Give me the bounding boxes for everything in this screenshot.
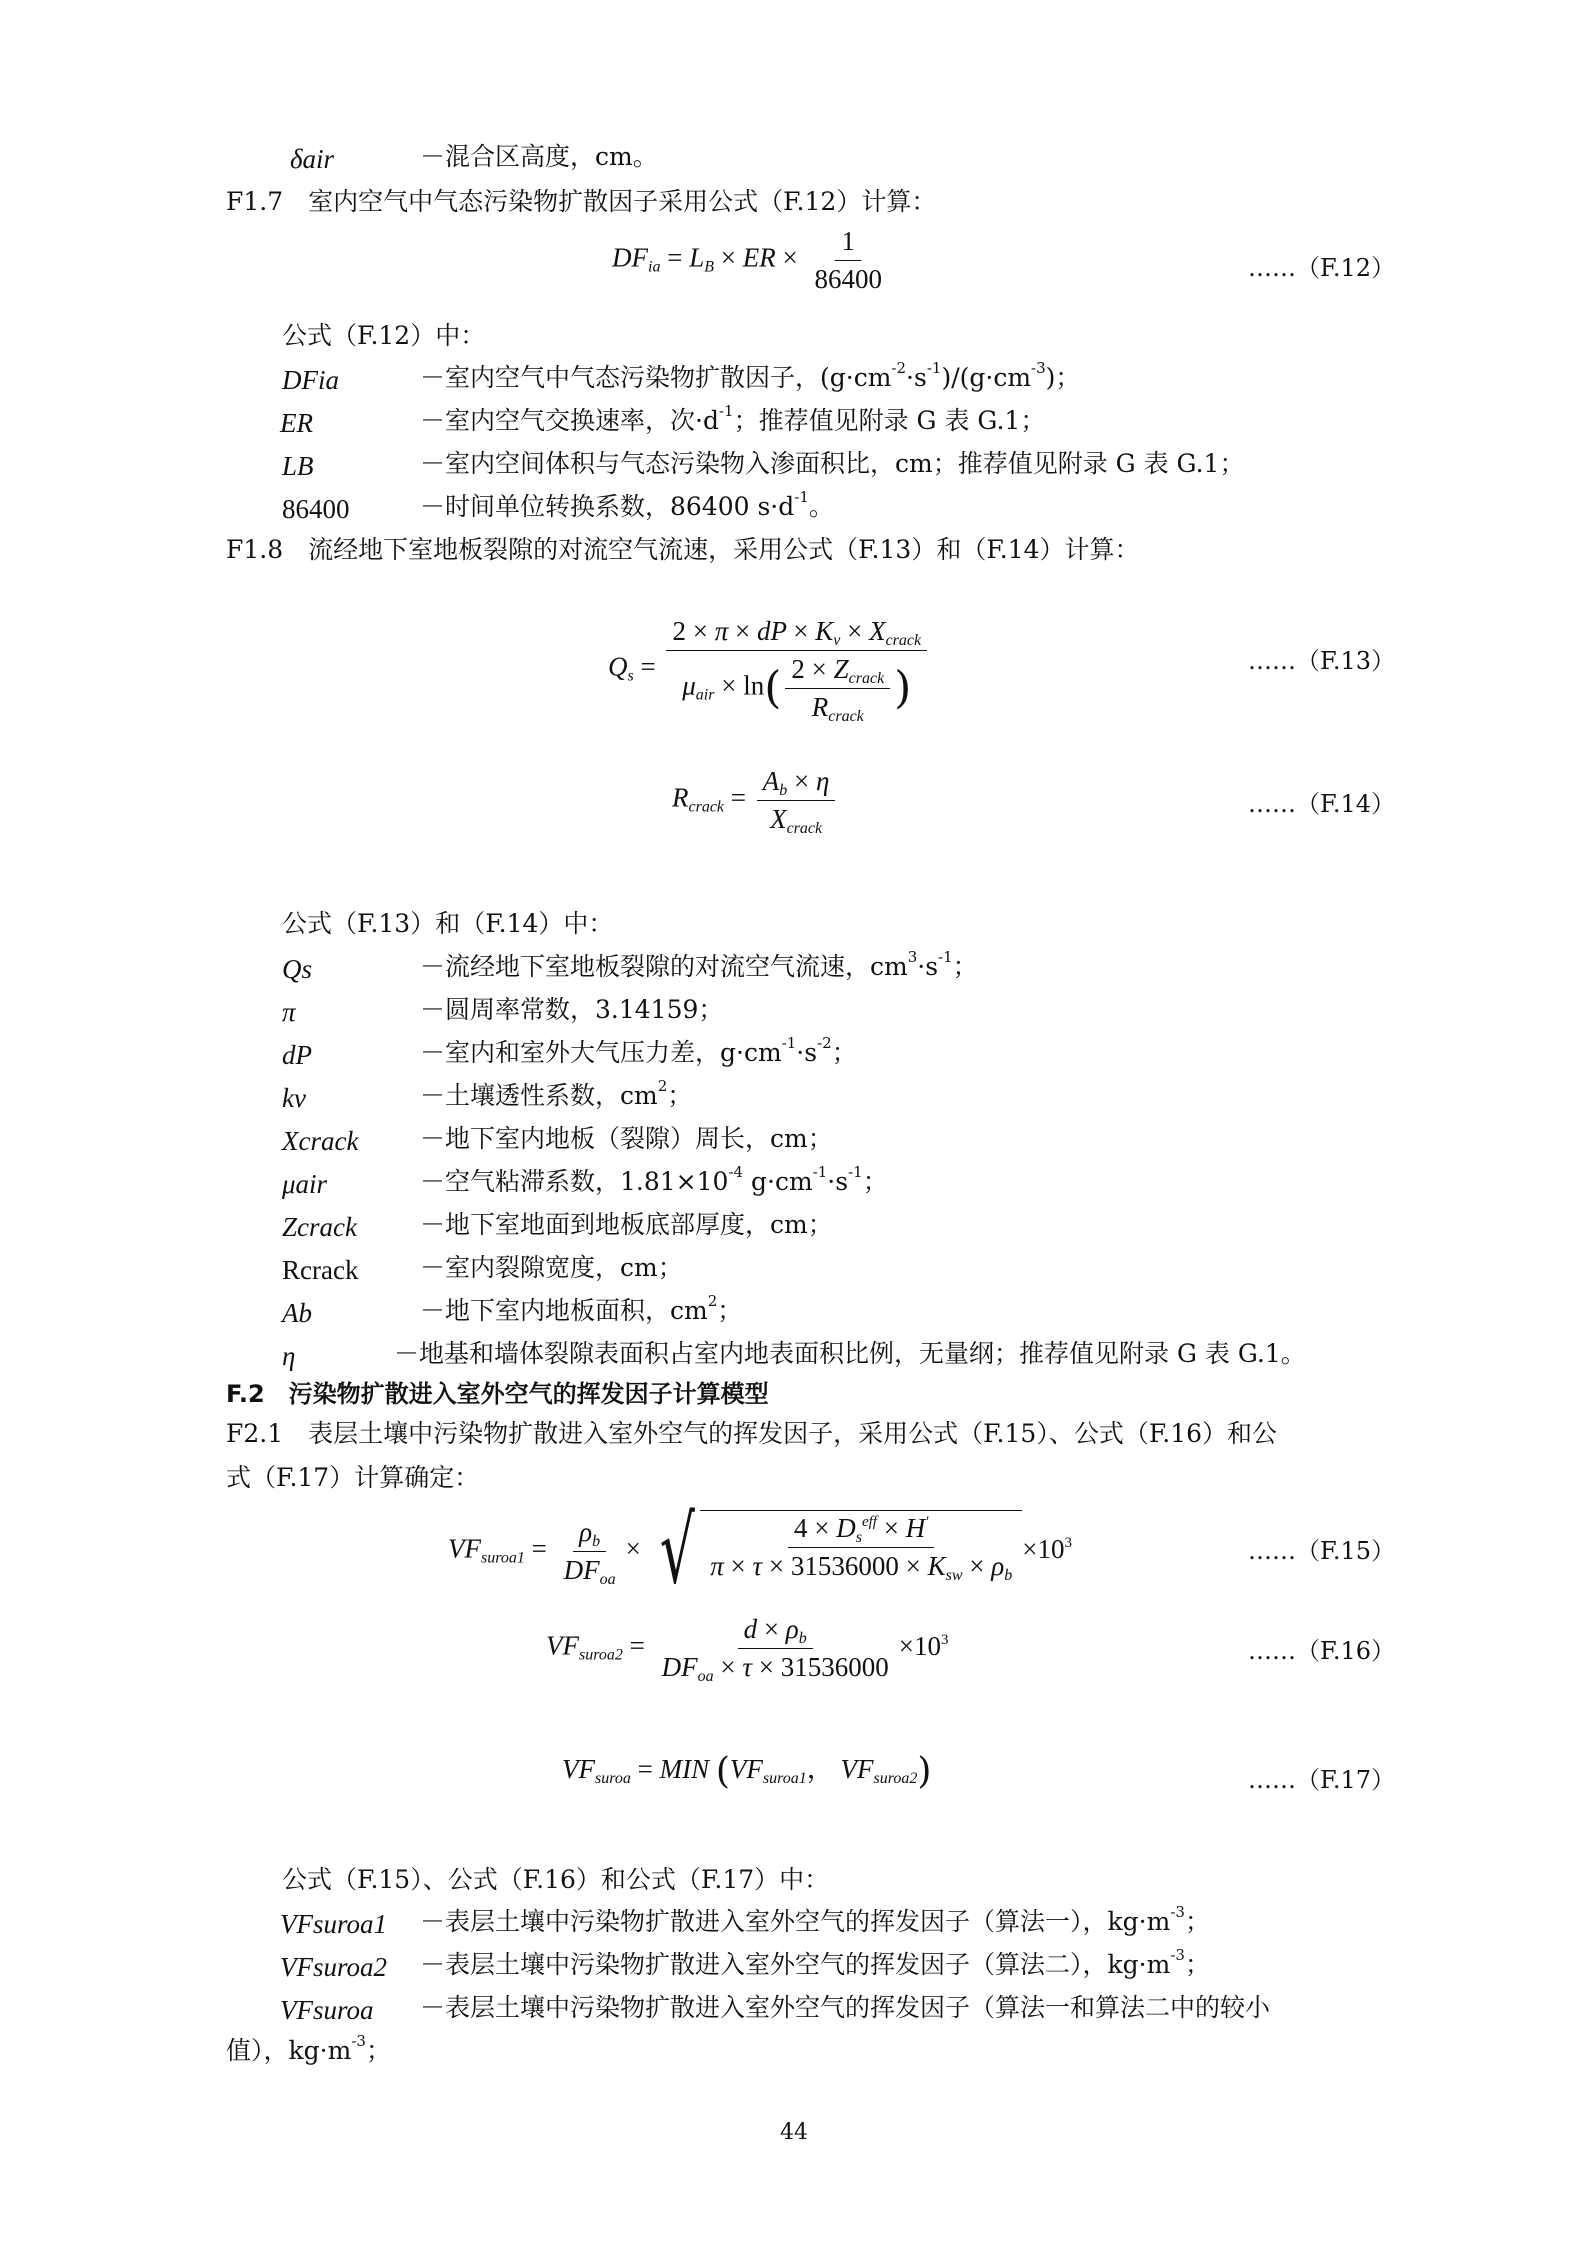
section-f2-heading: F.2 污染物扩散进入室外空气的挥发因子计算模型 xyxy=(226,1380,769,1408)
equation-f17: $VF_{suroa}$ = MIN ($VF_{suroa1}$， $VF_{suroa2}$) xyxy=(562,1751,932,1792)
desc-lb: －室内空间体积与气态污染物入渗面积比，cm；推荐值见附录 G 表 G.1； xyxy=(420,449,1245,478)
equation-f14: $R_{crack}$ = $\frac{A_b \times \eta}{X_{crack}}$ xyxy=(672,768,839,833)
desc-vfsuroa: －表层土壤中污染物扩散进入室外空气的挥发因子（算法一和算法二中的较小 xyxy=(420,1993,1271,2022)
equation-number-f12: ……（F.12） xyxy=(1248,254,1396,282)
f12-where-label: 公式（F.12）中： xyxy=(282,321,486,350)
equation-number-f13: ……（F.13） xyxy=(1248,647,1396,675)
desc-qs: －流经地下室地板裂隙的对流空气流速，$cm^3\cdot s^{-1}$； xyxy=(420,948,978,981)
symbol-rcrack: Rcrack xyxy=(282,1255,359,1285)
equation-number-f16: ……（F.16） xyxy=(1248,1637,1396,1665)
desc-vfsuroa-continuation: 值），$kg\cdot m^{-3}$； xyxy=(226,2032,391,2065)
desc-86400: －时间单位转换系数，86400 $s\cdot d^{-1}$。 xyxy=(420,488,834,521)
symbol-86400: 86400 xyxy=(282,494,350,524)
desc-er: －室内空气交换速率，次$\cdot d^{-1}$；推荐值见附录 G 表 G.1； xyxy=(420,402,1046,435)
section-f18-heading: F1.8 流经地下室地板裂隙的对流空气流速，采用公式（F.13）和（F.14）计算： xyxy=(226,535,1140,564)
f151617-where-label: 公式（F.15）、公式（F.16）和公式（F.17）中： xyxy=(282,1865,830,1894)
section-f21-line1: F2.1 表层土壤中污染物扩散进入室外空气的挥发因子，采用公式（F.15）、公式（F.16）和公 xyxy=(226,1419,1278,1448)
f1314-where-label: 公式（F.13）和（F.14）中： xyxy=(282,909,614,938)
symbol-pi: π xyxy=(282,997,296,1027)
symbol-dfia: DFia xyxy=(282,365,339,395)
desc-mu-air: －空气粘滞系数，$1.81\times 10^{-4}$ $g\cdot cm^{-1}\cdot s^{-1}$； xyxy=(420,1163,888,1196)
symbol-qs: Qs xyxy=(282,954,313,984)
equation-number-f15: ……（F.15） xyxy=(1248,1537,1396,1565)
equation-number-f17: ……（F.17） xyxy=(1248,1766,1396,1794)
desc-xcrack: －地下室内地板（裂隙）周长，cm； xyxy=(420,1124,833,1153)
symbol-delta-air: δair xyxy=(290,144,335,174)
desc-zcrack: －地下室地面到地板底部厚度，cm； xyxy=(420,1210,833,1239)
symbol-vfsuroa1: VFsuroa1 xyxy=(280,1909,387,1939)
symbol-ab: Ab xyxy=(282,1298,312,1328)
symbol-mu-air: μair xyxy=(282,1169,328,1199)
equation-number-f14: ……（F.14） xyxy=(1248,790,1396,818)
symbol-eta: η xyxy=(282,1341,296,1371)
equation-f12: $DF_{ia} = L_B$ × ER × $\frac{1}{86400}$ xyxy=(612,226,882,294)
desc-dfia: －室内空气中气态污染物扩散因子，$(g\cdot cm^{-2}\cdot s^{-1})/(g\cdot cm^{-3})$； xyxy=(420,359,1081,392)
desc-kv: －土壤透性系数，$cm^2$； xyxy=(420,1077,693,1110)
symbol-vfsuroa: VFsuroa xyxy=(280,1995,374,2025)
page-number: 44 xyxy=(780,2120,808,2145)
desc-rcrack: －室内裂隙宽度，cm； xyxy=(420,1253,683,1282)
equation-f15: $VF_{suroa1}$ = $\frac{\rho_b}{DF_{oa}}$ × √ $\frac{4 \times D_s^{eff} \times H'}{\pi \times \tau \times 31536000 \times K_{sw} \times \rho_b}$ $\times 10^3$ xyxy=(448,1497,1072,1604)
desc-vfsuroa1: －表层土壤中污染物扩散进入室外空气的挥发因子（算法一），$kg\cdot m^{-3}$； xyxy=(420,1903,1210,1936)
symbol-kv: kv xyxy=(282,1083,306,1113)
symbol-dp: dP xyxy=(282,1040,312,1070)
symbol-xcrack: Xcrack xyxy=(282,1126,359,1156)
symbol-zcrack: Zcrack xyxy=(282,1212,357,1242)
desc-pi: －圆周率常数，3.14159； xyxy=(420,995,724,1024)
section-f21-line2: 式（F.17）计算确定： xyxy=(226,1463,480,1492)
equation-f13: $Q_s$ = 2 × π × dP × $K_v \times X_{crack}$ $\mu_{air} \times \ln$( $\frac{2 \times Z_{crack}}{R_{crack}}$ ) xyxy=(608,618,931,721)
desc-vfsuroa2: －表层土壤中污染物扩散进入室外空气的挥发因子（算法二），$kg\cdot m^{-3}$； xyxy=(420,1946,1210,1979)
desc-delta-air: －混合区高度，cm。 xyxy=(420,142,658,171)
symbol-er: ER xyxy=(280,408,313,438)
equation-f16: $VF_{suroa2}$ = $\frac{d \times \rho_b}{DF_{oa} \times \tau \times 31536000}$ $\times 10^3$ xyxy=(546,1614,949,1685)
desc-dp: －室内和室外大气压力差，$g\cdot cm^{-1}\cdot s^{-2}$； xyxy=(420,1034,857,1067)
desc-ab: －地下室内地板面积，$cm^2$； xyxy=(420,1292,743,1325)
symbol-vfsuroa2: VFsuroa2 xyxy=(280,1952,387,1982)
symbol-lb: LB xyxy=(282,451,314,481)
desc-eta: －地基和墙体裂隙表面积占室内地表面积比例，无量纲；推荐值见附录 G 表 G.1。 xyxy=(394,1339,1306,1368)
section-f17-heading: F1.7 室内空气中气态污染物扩散因子采用公式（F.12）计算： xyxy=(226,187,937,216)
